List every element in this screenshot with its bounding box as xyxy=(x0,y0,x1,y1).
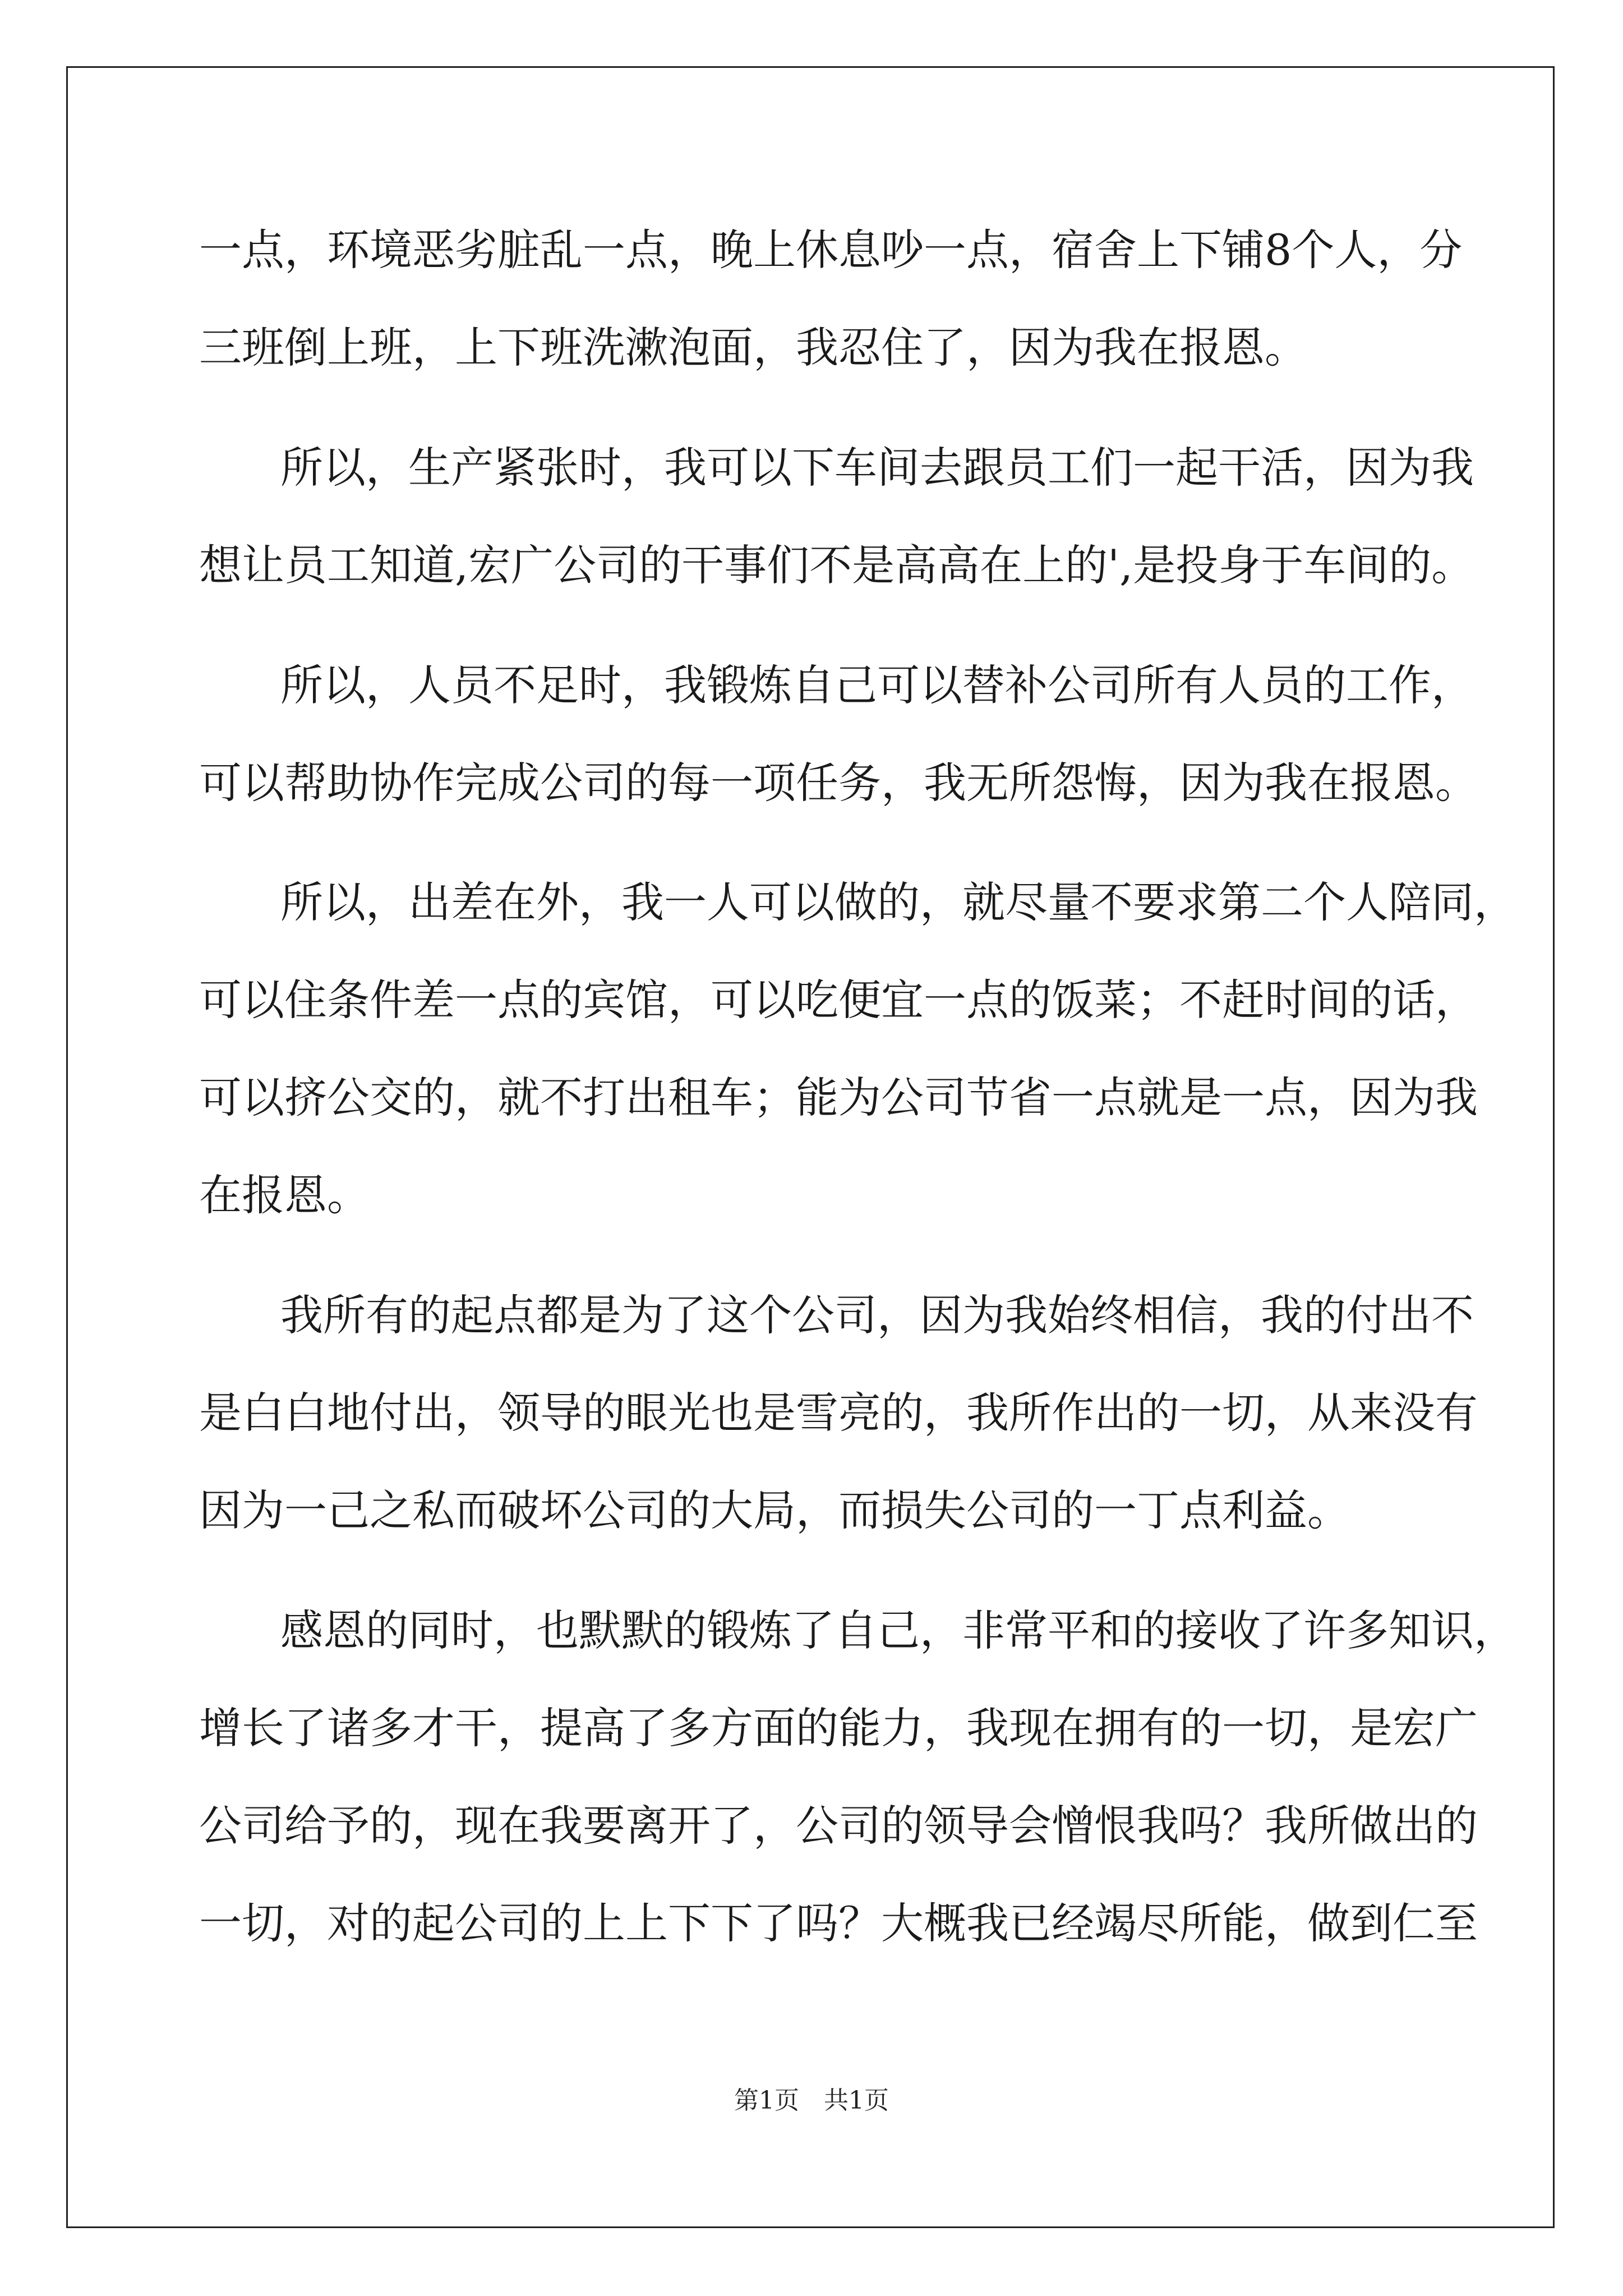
paragraph-start-line: 感恩的同时，也默默的锻炼了自己，非常平和的接收了许多知识， xyxy=(280,1605,1516,1655)
text-line: 公司给予的，现在我要离开了，公司的领导会憎恨我吗？我所做出的 xyxy=(199,1801,1478,1851)
text-line: 三班倒上班，上下班洗漱泡面，我忍住了，因为我在报恩。 xyxy=(199,323,1307,372)
text-line: 是白白地付出，领导的眼光也是雪亮的，我所作出的一切，从来没有 xyxy=(199,1388,1478,1438)
text-line: 可以帮助协作完成公司的每一项任务，我无所怨悔，因为我在报恩。 xyxy=(199,758,1478,808)
text-line: 增长了诸多才干，提高了多方面的能力，我现在拥有的一切，是宏广 xyxy=(199,1703,1478,1753)
paragraph-start-line: 所以，出差在外，我一人可以做的，就尽量不要求第二个人陪同， xyxy=(280,877,1516,927)
text-line: 一点，环境恶劣脏乱一点，晚上休息吵一点，宿舍上下铺8个人，分 xyxy=(199,225,1463,275)
text-line: 在报恩。 xyxy=(199,1170,370,1220)
text-line: 想让员工知道,宏广公司的干事们不是高高在上的',是投身于车间的。 xyxy=(199,540,1474,590)
text-line: 可以挤公交的，就不打出租车；能为公司节省一点就是一点，因为我 xyxy=(199,1073,1478,1122)
text-line: 因为一己之私而破坏公司的大局，而损失公司的一丁点利益。 xyxy=(199,1485,1350,1535)
paragraph-start-line: 我所有的起点都是为了这个公司，因为我始终相信，我的付出不 xyxy=(280,1290,1474,1340)
text-line: 可以住条件差一点的宾馆，可以吃便宜一点的饭菜；不赶时间的话， xyxy=(199,975,1478,1025)
text-line: 一切，对的起公司的上上下下了吗？大概我已经竭尽所能，做到仁至 xyxy=(199,1898,1478,1948)
paragraph-start-line: 所以，生产紧张时，我可以下车间去跟员工们一起干活，因为我 xyxy=(280,443,1474,493)
page-number-footer: 第1页 共1页 xyxy=(734,2086,889,2115)
paragraph-start-line: 所以，人员不足时，我锻炼自己可以替补公司所有人员的工作， xyxy=(280,660,1474,710)
